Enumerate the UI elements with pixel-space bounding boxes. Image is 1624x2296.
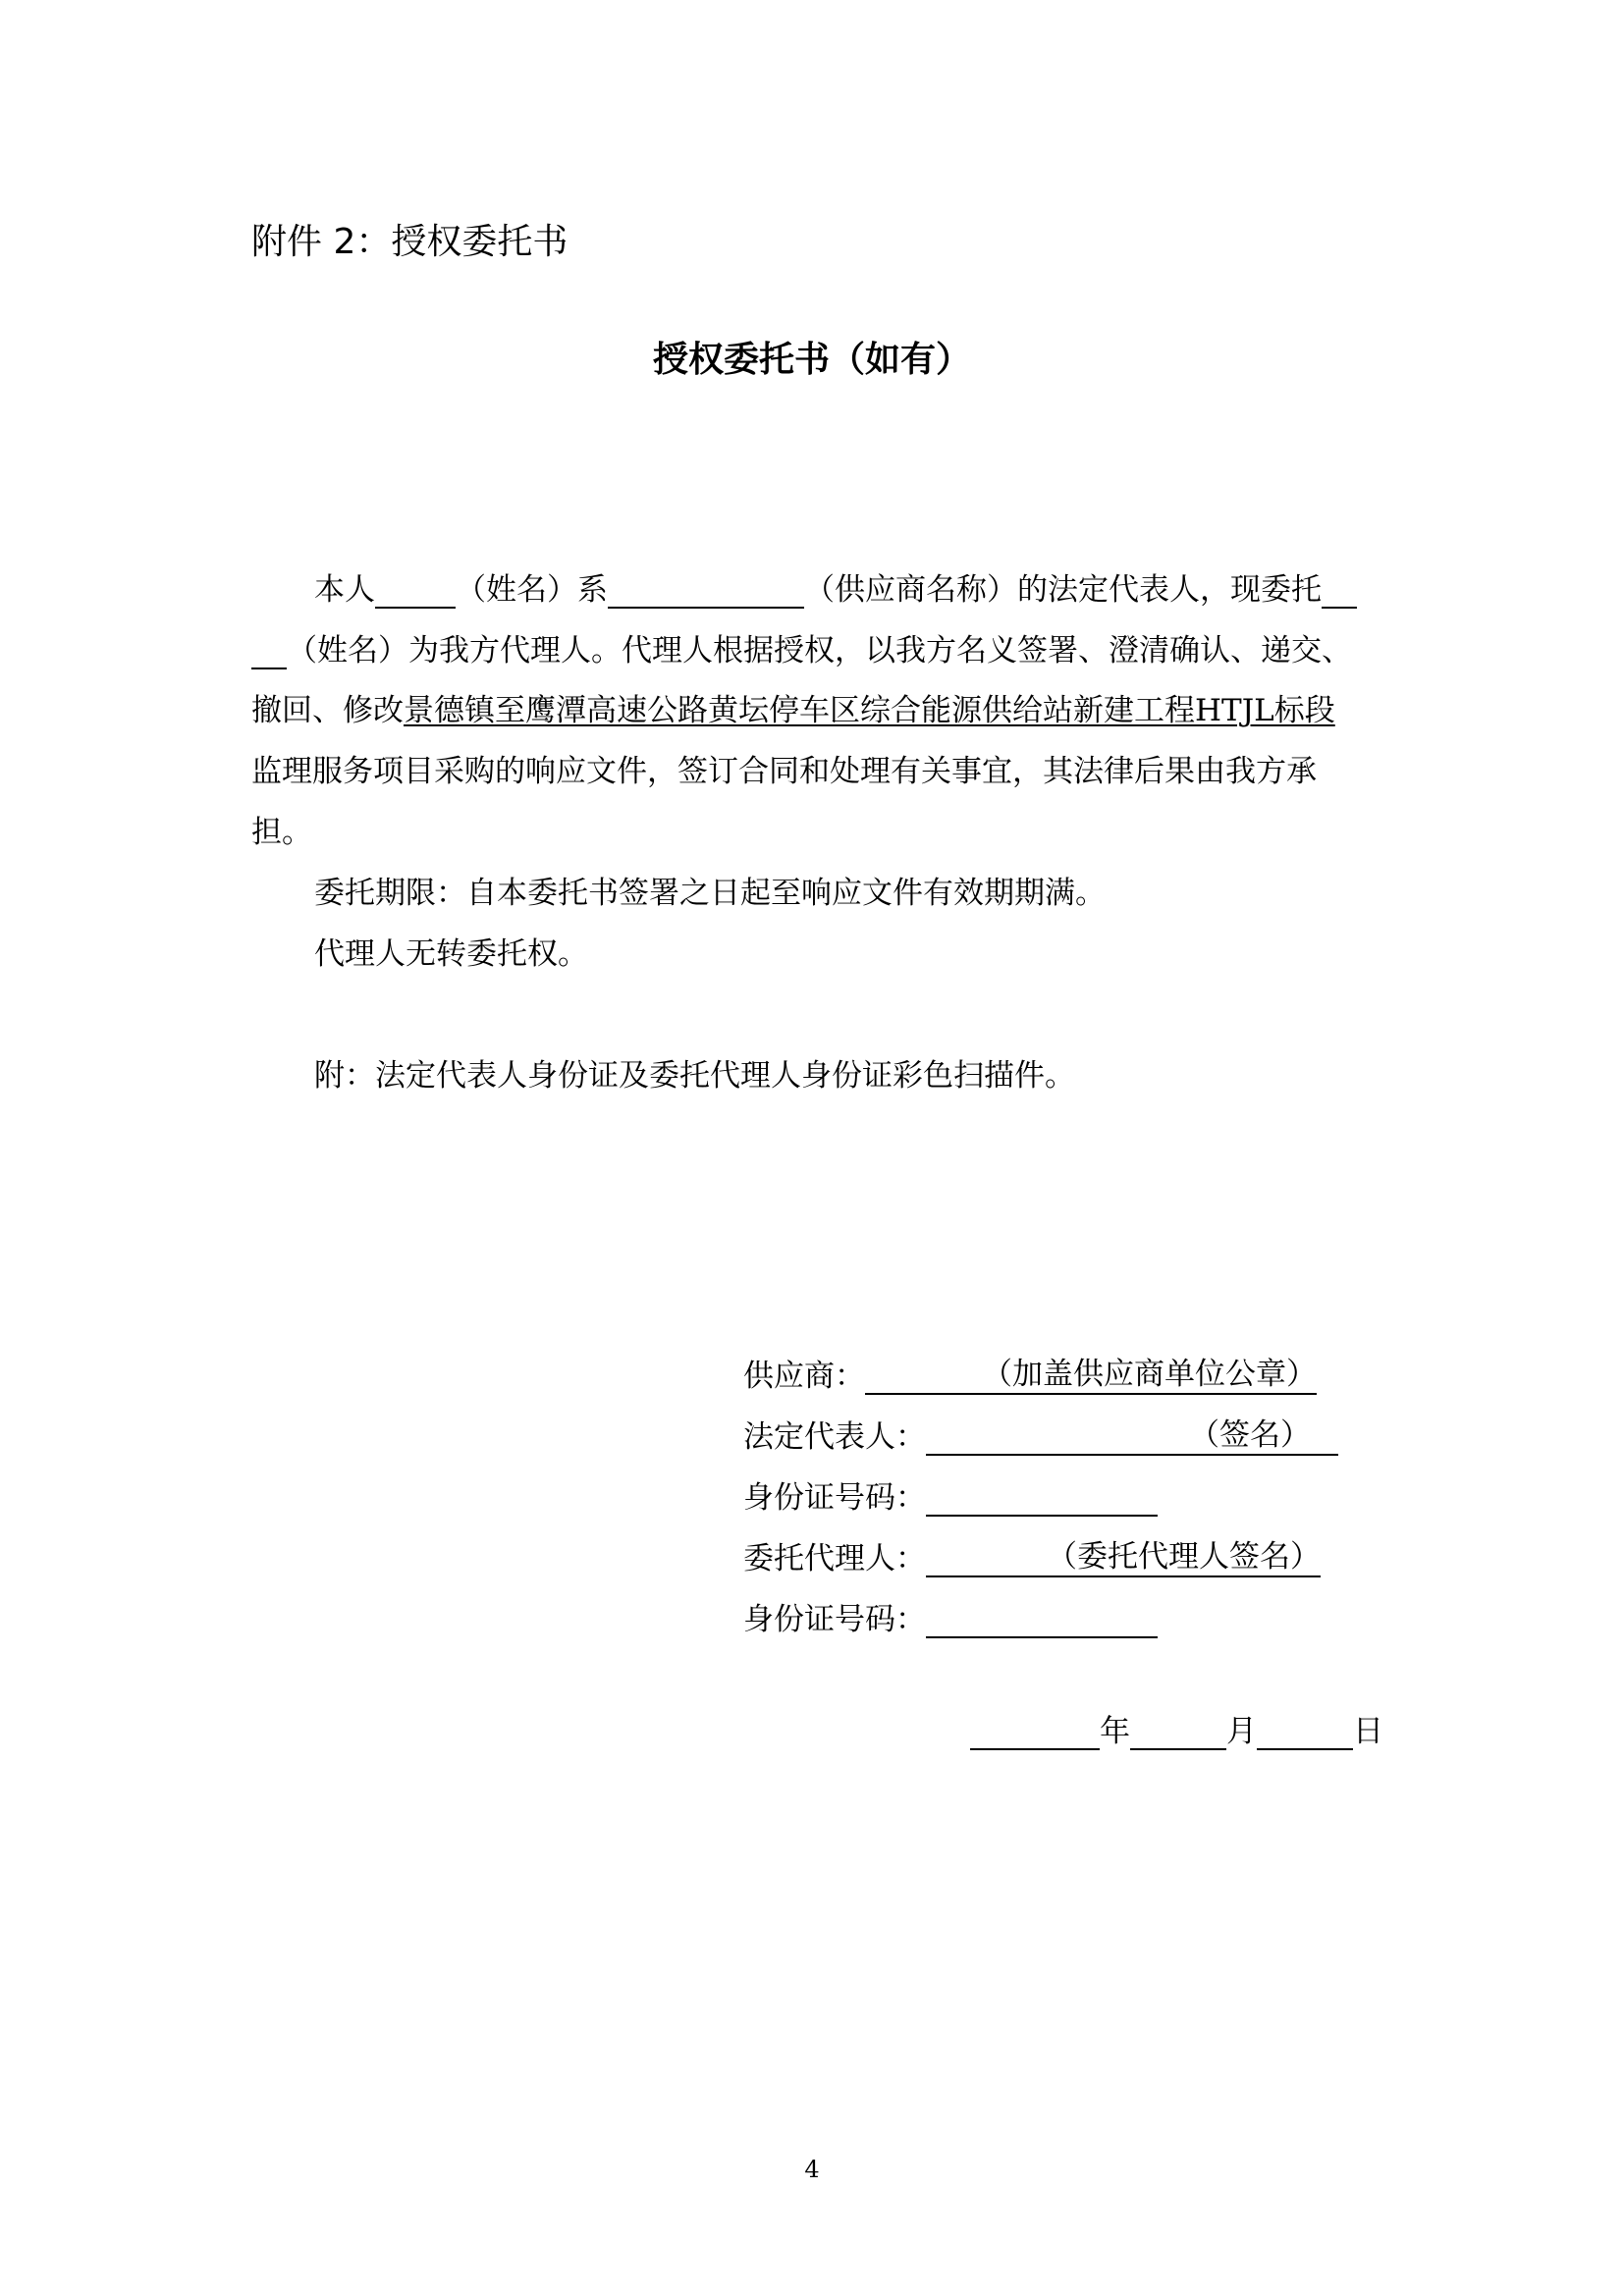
text-segment: 本人 — [314, 572, 375, 608]
year-field[interactable] — [970, 1717, 1100, 1750]
blank-agent-name-start[interactable] — [1322, 575, 1357, 609]
page-number: 4 — [804, 2156, 820, 2183]
legal-rep-hint: （签名） — [1189, 1417, 1311, 1453]
id-label-2: 身份证号码： — [743, 1602, 926, 1637]
id-number-field-2[interactable] — [926, 1599, 1158, 1638]
text-segment: （姓名）为我方代理人。代理人根据授权，以我方名义签署、澄清确认、递交、 — [287, 633, 1352, 668]
month-label: 月 — [1226, 1714, 1257, 1749]
text-segment: 撤回、修改 — [251, 693, 404, 728]
legal-rep-label: 法定代表人： — [743, 1419, 926, 1455]
agent-hint: （委托代理人签名） — [1047, 1539, 1321, 1575]
paragraph-line-5: 担。 — [251, 815, 312, 850]
id-number-field-1[interactable] — [926, 1477, 1158, 1517]
date-row — [970, 1706, 1383, 1750]
month-field[interactable] — [1130, 1717, 1226, 1750]
day-label: 日 — [1353, 1714, 1383, 1749]
blank-name[interactable] — [375, 575, 456, 609]
agent-label: 委托代理人： — [743, 1541, 926, 1576]
attachment-note: 附：法定代表人身份证及委托代理人身份证彩色扫描件。 — [314, 1058, 1075, 1094]
id-number-row-2 — [743, 1594, 1158, 1638]
blank-agent-name-end[interactable] — [251, 636, 287, 669]
agent-row — [743, 1533, 1321, 1577]
legal-rep-row — [743, 1412, 1338, 1456]
year-label: 年 — [1100, 1714, 1130, 1749]
day-field[interactable] — [1257, 1717, 1353, 1750]
supplier-row — [743, 1351, 1317, 1395]
id-label-1: 身份证号码： — [743, 1480, 926, 1516]
paragraph-line-3 — [251, 685, 1335, 729]
supplier-hint: （加盖供应商单位公章） — [982, 1357, 1317, 1392]
paragraph-line-2 — [251, 625, 1352, 669]
paragraph-line-1 — [314, 564, 1357, 609]
paragraph-line-4: 监理服务项目采购的响应文件，签订合同和处理有关事宜，其法律后果由我方承 — [251, 754, 1317, 789]
attachment-heading: 附件 2：授权委托书 — [251, 222, 568, 262]
project-name: 景德镇至鹰潭高速公路黄坛停车区综合能源供给站新建工程HTJL标段 — [404, 693, 1335, 728]
blank-supplier-name[interactable] — [608, 575, 804, 609]
text-segment: （姓名）系 — [456, 572, 608, 608]
document-title: 授权委托书（如有） — [652, 340, 971, 380]
supplier-label: 供应商： — [743, 1359, 865, 1394]
no-subdelegation: 代理人无转委托权。 — [314, 936, 588, 972]
supplier-seal-field[interactable] — [865, 1356, 1317, 1395]
agent-signature-field[interactable] — [926, 1538, 1321, 1577]
legal-rep-signature-field[interactable] — [926, 1416, 1338, 1456]
text-segment: （供应商名称）的法定代表人，现委托 — [804, 572, 1322, 608]
entrust-term: 委托期限：自本委托书签署之日起至响应文件有效期期满。 — [314, 876, 1106, 911]
id-number-row-1 — [743, 1472, 1158, 1517]
